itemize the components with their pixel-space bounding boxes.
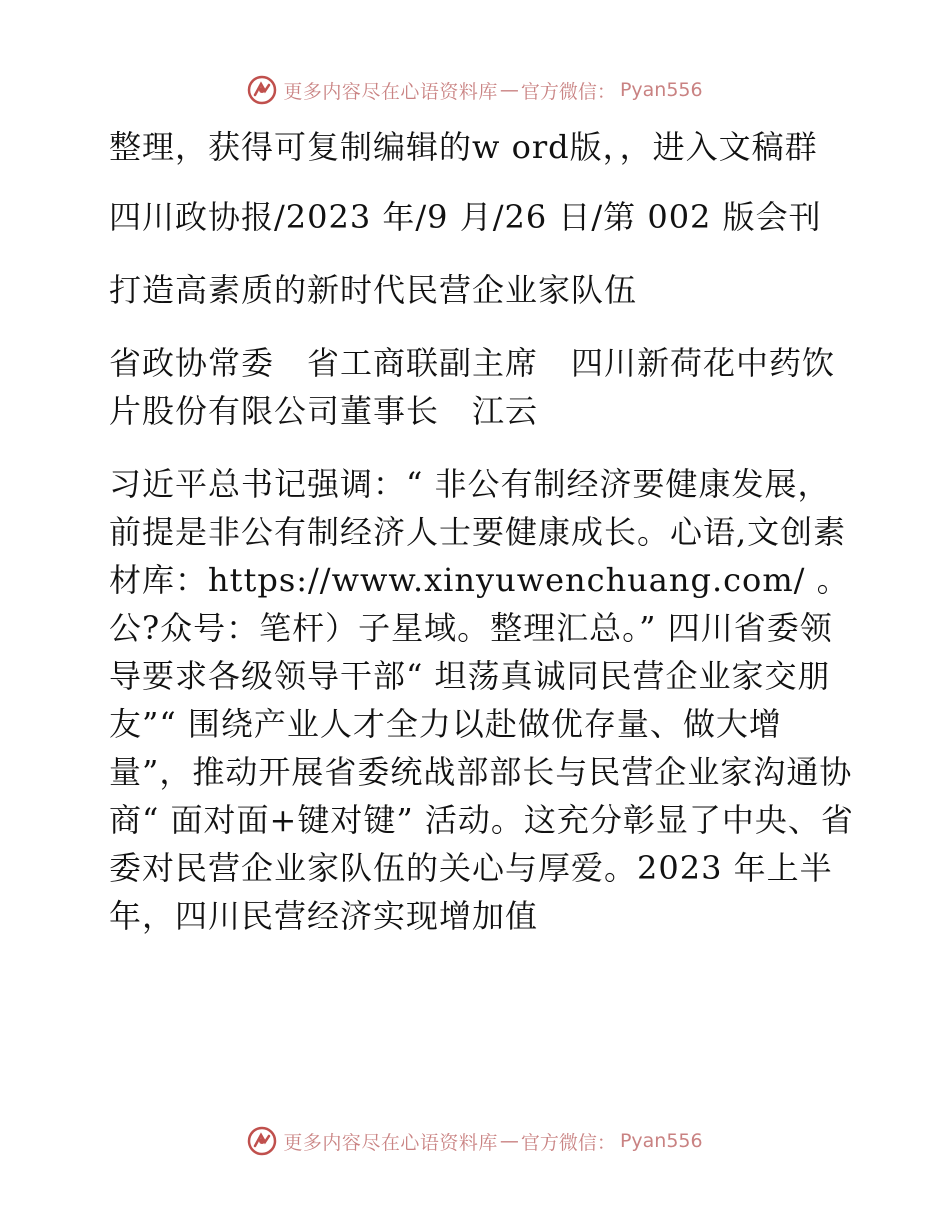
seal-logo-icon <box>247 1126 277 1156</box>
watermark-label: 官方微信： <box>520 1131 616 1154</box>
author-line: 省政协常委 省工商联副主席 四川新荷花中药饮片股份有限公司董事长 江云 <box>109 344 836 430</box>
watermark-account: Pyan556 <box>619 79 703 101</box>
source-line: 四川政协报/2023 年/9 月/26 日/第 002 版会刊 <box>109 198 822 236</box>
watermark-dash: — <box>499 1130 519 1152</box>
footer-watermark <box>0 1121 950 1161</box>
body-paragraph: 习近平总书记强调：“ 非公有制经济要健康发展，前提是非公有制经济人士要健康成长。心语,文创素材库：https://www.xinyuwenchuang.com/ 。公?众号：笔杆）子星域。整理汇总。” 四川省委领导要求各级领导干部“ 坦荡真诚同民营企业家交朋友”“ 围绕产业人才全力以赴做优存量、做大增量”，推动开展省委统战部部长与民营企业家沟通协商“ 面对面+键对键” 活动。这充分彰显了中央、省委对民营企业家队伍的关心与厚爱。2023 年上半年，四川民营经济实现增加值 <box>109 465 854 935</box>
watermark-dash: — <box>499 79 519 101</box>
document-body <box>97 113 857 940</box>
intro-paragraph: 整理，获得可复制编辑的w ord版，，进入文稿群 <box>109 128 818 166</box>
watermark-label: 官方微信： <box>520 80 616 103</box>
header-watermark <box>0 70 950 110</box>
article-title: 打造高素质的新时代民营企业家队伍 <box>109 271 638 309</box>
watermark-text: 更多内容尽在心语资料库 <box>283 1131 498 1154</box>
watermark-text: 更多内容尽在心语资料库 <box>283 80 498 103</box>
seal-logo-icon <box>247 75 277 105</box>
watermark-account: Pyan556 <box>619 1130 703 1152</box>
